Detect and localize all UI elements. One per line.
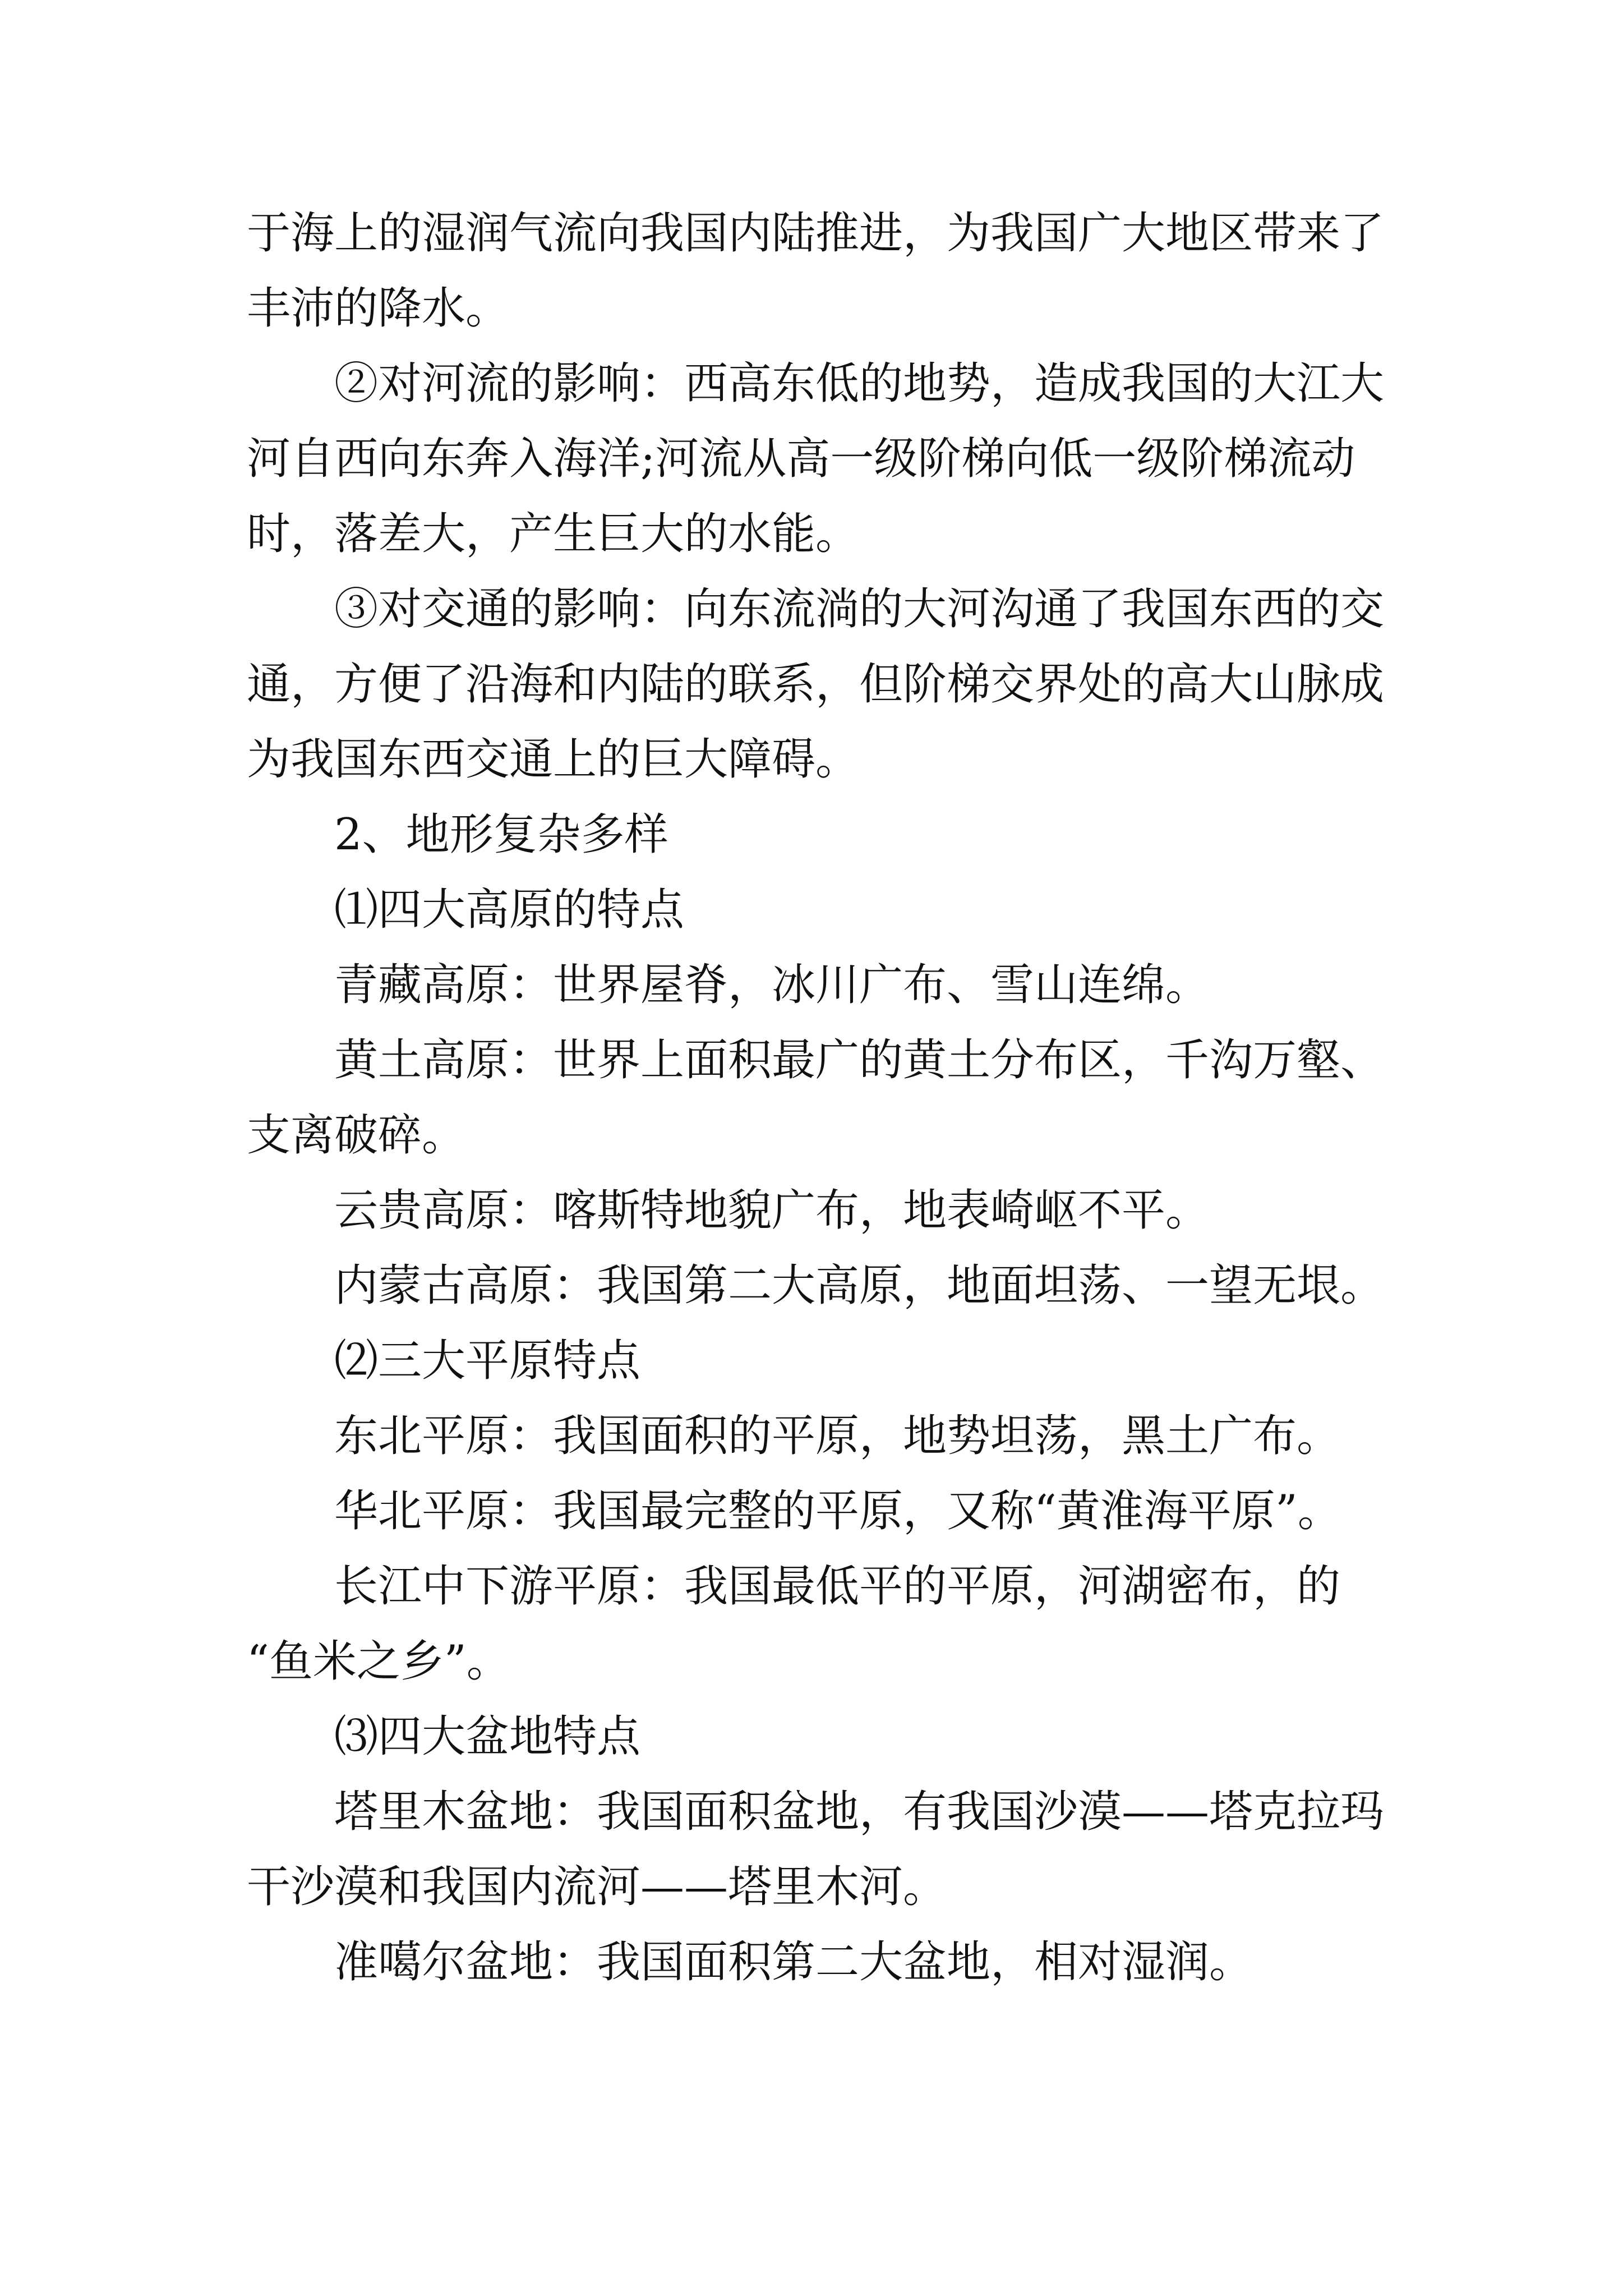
text-line: 云贵高原：喀斯特地貌广布，地表崎岖不平。: [334, 1185, 1210, 1236]
subsection-heading: ⑶四大盆地特点: [334, 1711, 641, 1762]
text-line: ②对河流的影响：西高东低的地势，造成我国的大江大: [334, 358, 1385, 409]
text-line: 丰沛的降水。: [247, 283, 510, 334]
text-line: 干沙漠和我国内流河——塔里木河。: [247, 1862, 947, 1912]
subsection-heading: ⑵三大平原特点: [334, 1336, 641, 1386]
text-line: 时，落差大，产生巨大的水能。: [247, 509, 860, 559]
text-line: 支离破碎。: [247, 1110, 466, 1161]
text-line: 长江中下游平原：我国最低平的平原，河湖密布，的: [334, 1561, 1341, 1612]
text-line: 塔里木盆地：我国面积盆地，有我国沙漠——塔克拉玛: [334, 1787, 1385, 1837]
text-line: 通，方便了沿海和内陆的联系，但阶梯交界处的高大山脉成: [247, 659, 1385, 710]
text-line: 华北平原：我国最完整的平原，又称“黄淮海平原”。: [334, 1486, 1341, 1536]
subsection-heading: ⑴四大高原的特点: [334, 885, 685, 935]
text-line: 河自西向东奔入海洋;河流从高一级阶梯向低一级阶梯流动: [247, 434, 1355, 484]
text-line: 于海上的湿润气流向我国内陆推进，为我国广大地区带来了: [247, 208, 1385, 259]
text-line: 黄土高原：世界上面积最广的黄土分布区，千沟万壑、: [334, 1035, 1385, 1085]
text-line: 青藏高原：世界屋脊，冰川广布、雪山连绵。: [334, 960, 1210, 1010]
text-line: ③对交通的影响：向东流淌的大河沟通了我国东西的交: [334, 584, 1385, 634]
text-line: 内蒙古高原：我国第二大高原，地面坦荡、一望无垠。: [334, 1260, 1385, 1311]
text-line: 为我国东西交通上的巨大障碍。: [247, 734, 860, 785]
text-line: 东北平原：我国面积的平原，地势坦荡，黑土广布。: [334, 1411, 1341, 1461]
section-heading: 2、地形复杂多样: [334, 809, 668, 860]
text-line: 准噶尔盆地：我国面积第二大盆地，相对湿润。: [334, 1937, 1253, 1987]
text-line: “鱼米之乡”。: [247, 1636, 510, 1687]
